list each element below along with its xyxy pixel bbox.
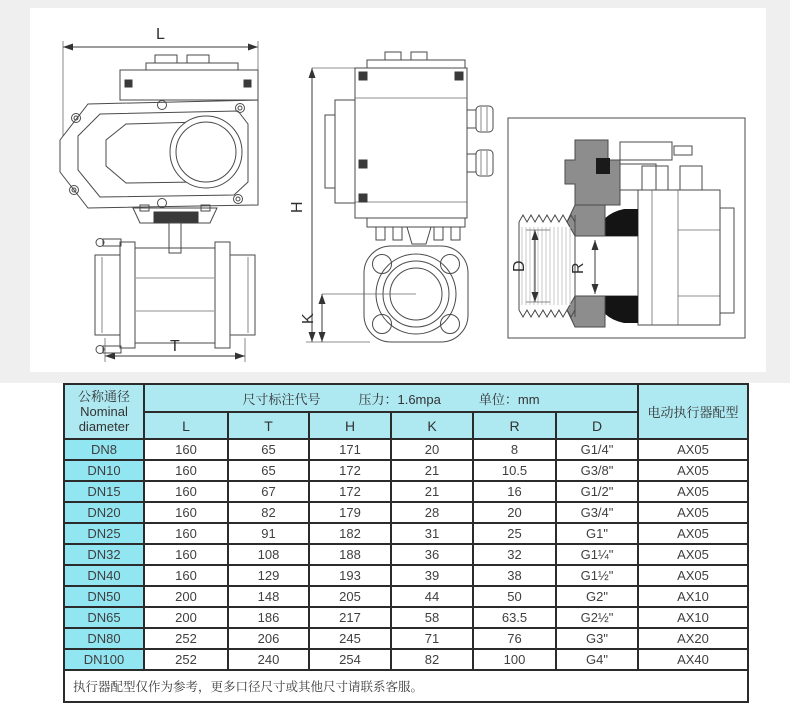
value-cell: 160 (144, 481, 228, 502)
spec-table-section (0, 383, 790, 703)
table-row-dn80 (64, 628, 748, 649)
value-cell: AX05 (638, 565, 748, 586)
value-cell: 67 (228, 481, 309, 502)
valve-drawings-svg (30, 8, 766, 372)
dim-label-D: D (511, 260, 528, 272)
dn-cell: DN20 (64, 502, 144, 523)
table-row-dn10 (64, 460, 748, 481)
value-cell: AX05 (638, 523, 748, 544)
dn-cell: DN8 (64, 439, 144, 460)
dn-cell: DN65 (64, 607, 144, 628)
value-cell: 148 (228, 586, 309, 607)
dimension-spec-table (63, 383, 749, 703)
value-cell: 16 (473, 481, 556, 502)
value-cell: 160 (144, 439, 228, 460)
value-cell: 160 (144, 460, 228, 481)
value-cell: 171 (309, 439, 391, 460)
drawing-panel (30, 8, 766, 372)
value-cell: 63.5 (473, 607, 556, 628)
table-row-dn25 (64, 523, 748, 544)
dimension-code-label: 尺寸标注代号 (242, 391, 321, 407)
actuator-model-header: 电动执行器配型 (638, 384, 748, 439)
dimension-L (63, 26, 258, 136)
valve-body-front (95, 239, 255, 354)
dn-cell: DN80 (64, 628, 144, 649)
value-cell: 44 (391, 586, 473, 607)
value-cell: 8 (473, 439, 556, 460)
dn-cell: DN100 (64, 649, 144, 670)
value-cell: G3" (556, 628, 638, 649)
value-cell: 82 (391, 649, 473, 670)
value-cell: 10.5 (473, 460, 556, 481)
value-cell: AX10 (638, 607, 748, 628)
table-row-dn20 (64, 502, 748, 523)
dim-header-R: R (473, 412, 556, 439)
value-cell: 31 (391, 523, 473, 544)
value-cell: 65 (228, 439, 309, 460)
side-view-drawing (289, 52, 493, 342)
value-cell: 160 (144, 523, 228, 544)
note-row (64, 670, 748, 702)
dim-label-H: H (289, 201, 306, 213)
nominal-header-cn: 公称通径 (77, 389, 130, 404)
value-cell: 91 (228, 523, 309, 544)
value-cell: 245 (309, 628, 391, 649)
header-row-top (64, 384, 748, 412)
value-cell: 20 (473, 502, 556, 523)
note-text: 执行器配型仅作为参考，更多口径尺寸或其他尺寸请联系客服。 (64, 670, 748, 702)
value-cell: 252 (144, 649, 228, 670)
value-cell: AX05 (638, 544, 748, 565)
table-row-dn100 (64, 649, 748, 670)
dim-label-L: L (156, 26, 165, 43)
value-cell: AX05 (638, 481, 748, 502)
spec-table-body (64, 439, 748, 670)
value-cell: 186 (228, 607, 309, 628)
value-cell: 200 (144, 607, 228, 628)
dim-header-K: K (391, 412, 473, 439)
value-cell: 172 (309, 481, 391, 502)
value-cell: G2½" (556, 607, 638, 628)
value-cell: G1½" (556, 565, 638, 586)
section-view-drawing (508, 118, 745, 338)
value-cell: 21 (391, 460, 473, 481)
dimension-T (105, 338, 245, 362)
value-cell: 76 (473, 628, 556, 649)
dim-label-K: K (300, 313, 317, 324)
value-cell: 217 (309, 607, 391, 628)
value-cell: 240 (228, 649, 309, 670)
value-cell: G2" (556, 586, 638, 607)
dimension-K (300, 294, 416, 342)
dim-header-D: D (556, 412, 638, 439)
dimension-group-header (144, 384, 638, 412)
dim-header-H: H (309, 412, 391, 439)
dim-header-L: L (144, 412, 228, 439)
value-cell: 188 (309, 544, 391, 565)
dn-cell: DN32 (64, 544, 144, 565)
value-cell: 200 (144, 586, 228, 607)
pressure-label: 压力：1.6mpa (358, 391, 441, 407)
value-cell: 172 (309, 460, 391, 481)
value-cell: 182 (309, 523, 391, 544)
value-cell: 100 (473, 649, 556, 670)
value-cell: 38 (473, 565, 556, 586)
value-cell: G1/4" (556, 439, 638, 460)
nominal-header-en1: Nominal (80, 404, 128, 419)
value-cell: G3/4" (556, 502, 638, 523)
value-cell: G3/8" (556, 460, 638, 481)
value-cell: 50 (473, 586, 556, 607)
value-cell: 58 (391, 607, 473, 628)
value-cell: 21 (391, 481, 473, 502)
dn-cell: DN50 (64, 586, 144, 607)
value-cell: G4" (556, 649, 638, 670)
value-cell: 129 (228, 565, 309, 586)
value-cell: 65 (228, 460, 309, 481)
value-cell: G1/2" (556, 481, 638, 502)
value-cell: 71 (391, 628, 473, 649)
nominal-diameter-header (64, 384, 144, 439)
value-cell: AX05 (638, 439, 748, 460)
front-view-drawing (60, 26, 258, 362)
value-cell: 39 (391, 565, 473, 586)
value-cell: 179 (309, 502, 391, 523)
value-cell: AX40 (638, 649, 748, 670)
dimension-R (570, 240, 599, 294)
dn-cell: DN25 (64, 523, 144, 544)
value-cell: 25 (473, 523, 556, 544)
dn-cell: DN15 (64, 481, 144, 502)
table-row-dn65 (64, 607, 748, 628)
dim-label-R: R (570, 262, 587, 274)
value-cell: 108 (228, 544, 309, 565)
unit-label: 单位：mm (478, 391, 540, 407)
table-row-dn40 (64, 565, 748, 586)
value-cell: G1" (556, 523, 638, 544)
table-row-dn50 (64, 586, 748, 607)
cable-gland-2 (467, 150, 493, 176)
dimension-H (289, 68, 430, 342)
value-cell: 20 (391, 439, 473, 460)
value-cell: 82 (228, 502, 309, 523)
nominal-header-en2: diameter (78, 419, 130, 434)
value-cell: 254 (309, 649, 391, 670)
dn-cell: DN10 (64, 460, 144, 481)
cable-gland-1 (467, 106, 493, 132)
value-cell: 193 (309, 565, 391, 586)
dim-label-T: T (170, 338, 180, 355)
value-cell: AX10 (638, 586, 748, 607)
value-cell: 252 (144, 628, 228, 649)
value-cell: 36 (391, 544, 473, 565)
value-cell: 160 (144, 544, 228, 565)
dn-cell: DN40 (64, 565, 144, 586)
value-cell: AX05 (638, 460, 748, 481)
value-cell: AX20 (638, 628, 748, 649)
table-row-dn15 (64, 481, 748, 502)
value-cell: AX05 (638, 502, 748, 523)
value-cell: G1¼" (556, 544, 638, 565)
value-cell: 206 (228, 628, 309, 649)
value-cell: 160 (144, 565, 228, 586)
table-row-dn8 (64, 439, 748, 460)
dim-header-T: T (228, 412, 309, 439)
value-cell: 160 (144, 502, 228, 523)
table-row-dn32 (64, 544, 748, 565)
value-cell: 32 (473, 544, 556, 565)
value-cell: 205 (309, 586, 391, 607)
value-cell: 28 (391, 502, 473, 523)
